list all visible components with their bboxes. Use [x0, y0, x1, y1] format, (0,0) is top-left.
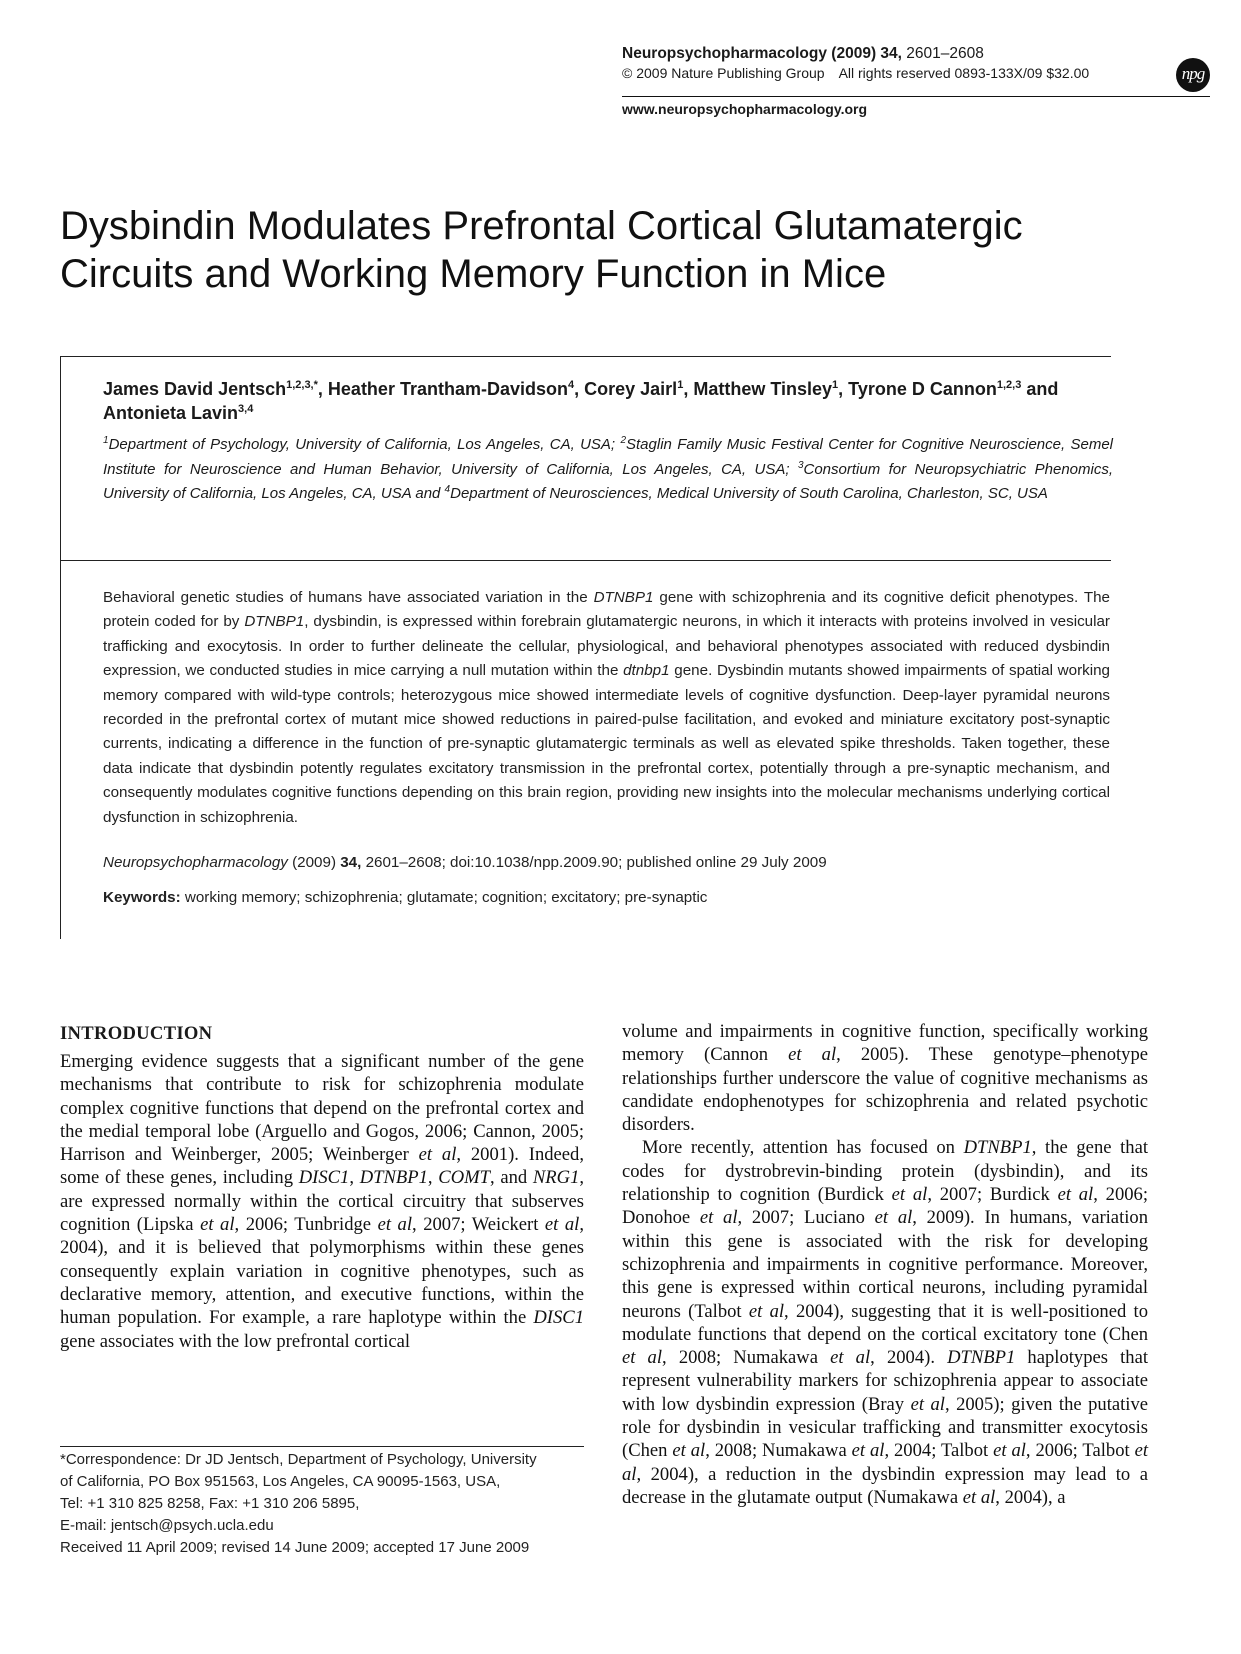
journal-name: Neuropsychopharmacology (2009) 34, [622, 45, 902, 62]
affiliation-text: Staglin Family Music Festival Center for Cognitive Neuroscience, Semel Institute for Neuroscience and Human Behavior, University of California, Los Angeles, CA, USA; [103, 436, 1113, 478]
italic-run: et al [993, 1440, 1026, 1462]
affiliation-marker: 2 [620, 435, 626, 446]
received-dates: Received 11 April 2009; revised 14 June 2009; accepted 17 June 2009 [60, 1539, 530, 1556]
italic-run: et al [748, 1300, 785, 1322]
header-divider [622, 96, 1210, 97]
author-box [60, 356, 1114, 561]
keywords [103, 887, 1110, 909]
italic-run: et al [851, 1440, 885, 1462]
author-name: Heather Trantham-Davidson [327, 379, 568, 399]
correspondence-footnote [60, 1449, 584, 1537]
abstract-box [60, 559, 1111, 939]
italic-run: et al [672, 1440, 706, 1462]
copyright-line [622, 64, 1202, 83]
author-name: Corey Jairl [584, 379, 678, 399]
author-affiliation-marker: 1 [677, 379, 684, 391]
affiliation-text: Consortium for Neuropsychiatric Phenomics, University of California, Los Angeles, CA, USA and [103, 460, 1114, 502]
copyright-text: © 2009 Nature Publishing Group [622, 65, 825, 81]
author-affiliation-marker: 3,4 [238, 403, 254, 415]
section-heading-introduction: INTRODUCTION [60, 1023, 213, 1044]
abstract-segment: , dysbindin, is expressed within forebrain glutamatergic neurons, in which it interacts with proteins involved in vesicular trafficking and exocytosis. In order to further delineate the cellular, physiological, and behavioral phenotypes associated with reduced dysbindin expression, we conducted studies in mice carrying a null mutation within the [103, 613, 1110, 680]
author-list: James David Jentsch$^{1,2,3,*}$, Heather Trantham-Davidson$^4$, Corey Jairl$^1$, Matthew Tinsley$^1$, Tyrone D Cannon$^{1,2,3}$ and Antonieta Lavin$^{3,4}$ [103, 379, 1059, 423]
italic-run: DTNBP1 [359, 1167, 428, 1189]
abstract-segment: Behavioral genetic studies of humans have associated variation in the [103, 589, 594, 606]
gene-name: dtnbp1 [623, 662, 670, 680]
italic-run: et al [544, 1214, 580, 1236]
npg-logo: npg [1176, 58, 1210, 92]
body-paragraph: Emerging evidence suggests that a significant number of the gene mechanisms that contribute to risk for schizophrenia modulate complex cognitive functions that depend on the prefrontal cortex and the medial temporal lobe (Arguello and Gogos, 2006; Cannon, 2005; Harrison and Weinberger, 2005; Weinberger et al, 2001). Indeed, some of these genes, including DISC1, DTNBP1, COMT, and NRG1, are expressed normally within the cortical circuitry that subserves cognition (Lipska et al, 2006; Tunbridge et al, 2007; Weickert et al, 2004), and it is believed that polymorphisms within these genes consequently explain variation in cognitive phenotypes, such as declarative memory, attention, and executive functions, within the human population. For example, a rare haplotype within the DISC1 gene associates with the low prefrontal cortical [60, 1051, 585, 1352]
affiliation-marker: 3 [797, 459, 804, 471]
body-paragraph: volume and impairments in cognitive function, specifically working memory (Cannon et al, 2005). These genotype–phenotype relationships further underscore the value of cognitive mechanisms as candidate endophenotypes for schizophrenia and related psychotic disorders. [622, 1021, 1149, 1136]
italic-run: NRG1 [532, 1167, 580, 1189]
italic-run: DISC1 [298, 1167, 350, 1189]
affiliation-text: Department of Neurosciences, Medical University of South Carolina, Charleston, SC, USA [450, 485, 1048, 502]
citation-year: (2009) [287, 854, 341, 871]
article-citation [103, 852, 1110, 874]
author-affiliation-marker: 1 [832, 379, 839, 391]
author-name: Tyrone D Cannon [848, 379, 997, 399]
abstract-segment: gene. Dysbindin mutants showed impairments of spatial working memory compared with wild-type controls; heterozygous mice showed intermediate levels of cognitive dysfunction. Deep-layer pyramidal neurons recorded in the prefrontal cortex of mutant mice showed reductions in paired-pulse facilitation, and evoked and miniature excitatory post-synaptic currents, indicating a difference in the function of pre-synaptic glutamatergic terminals as well as elevated spike thresholds. Taken together, these data indicate that dysbindin potently regulates excitatory transmission in the prefrontal cortex, potentially through a pre-synaptic mechanism, and consequently modulates cognitive functions depending on this brain region, providing new insights into the molecular mechanisms underlying cortical dysfunction in schizophrenia. [103, 662, 1110, 826]
italic-run: et al [418, 1144, 457, 1166]
footnote-line: *Correspondence: Dr JD Jentsch, Department of Psychology, University [60, 1451, 537, 1468]
keywords-label: Keywords: [103, 889, 181, 906]
footnote-email[interactable]: E-mail: jentsch@psych.ucla.edu [60, 1517, 274, 1534]
italic-run: DTNBP1 [947, 1347, 1016, 1369]
italic-run: et al [1057, 1184, 1094, 1206]
italic-run: et al [200, 1214, 235, 1236]
abstract-text [103, 586, 1110, 830]
affiliations [103, 433, 1113, 507]
footnote-line: Tel: +1 310 825 8258, Fax: +1 310 206 5895, [60, 1495, 360, 1512]
italic-run: et al [910, 1393, 945, 1415]
title-line-2: Circuits and Working Memory Function in Mice [60, 252, 887, 296]
italic-run: et al [622, 1440, 1149, 1485]
italic-run: et al [377, 1214, 413, 1236]
journal-pages: 2601–2608 [906, 45, 984, 62]
author-affiliation-marker: 1,2,3,* [286, 379, 318, 391]
affiliation-marker: 4 [444, 484, 451, 495]
journal-citation-line [622, 44, 1202, 64]
italic-run: et al [830, 1347, 871, 1369]
author-name: Matthew Tinsley [693, 379, 833, 399]
gene-name: DTNBP1 [244, 613, 305, 631]
body-paragraph: More recently, attention has focused on DTNBP1, the gene that codes for dystrobrevin-binding protein (dysbindin), and its relationship to cognition (Burdick et al, 2007; Burdick et al, 2006; Donohoe et al, 2007; Luciano et al, 2009). In humans, variation within this gene is associated with the risk for developing schizophrenia and impairments in cognitive performance. Moreover, this gene is expressed within cortical neurons, including pyramidal neurons (Talbot et al, 2004), suggesting that it is well-positioned to modulate functions that depend on the cortical excitatory tone (Chen et al, 2008; Numakawa et al, 2004). DTNBP1 haplotypes that represent vulnerability markers for schizophrenia appear to associate with low dysbindin expression (Bray et al, 2005); given the putative role for dysbindin in vesicular trafficking and transmitter exocytosis (Chen et al, 2008; Numakawa et al, 2004; Talbot et al, 2006; Talbot et al, 2004), a reduction in the dysbindin expression may lead to a decrease in the glutamate output (Numakawa et al, 2004), a [622, 1137, 1149, 1508]
affiliation-text: Department of Psychology, University of California, Los Angeles, CA, USA; [108, 436, 621, 453]
body-column-right [622, 1020, 1148, 1509]
italic-run: et al [874, 1207, 913, 1229]
keywords-text: working memory; schizophrenia; glutamate; cognition; excitatory; pre-synaptic [184, 889, 708, 906]
article-title [60, 202, 1160, 298]
italic-run: DTNBP1 [963, 1137, 1032, 1159]
footnote-line: of California, PO Box 951563, Los Angeles, CA 90095-1563, USA, [60, 1473, 501, 1490]
rights-text: All rights reserved 0893-133X/09 $32.00 [838, 65, 1090, 81]
author-affiliation-marker: 1,2,3 [996, 379, 1022, 391]
journal-header [622, 44, 1202, 83]
abstract-segment: gene with schizophrenia and its cognitive deficit phenotypes. The protein coded for by [103, 589, 1110, 631]
footnote-divider [60, 1446, 584, 1447]
affiliation-marker: 1 [103, 435, 109, 446]
citation-details: 2601–2608; doi:10.1038/npp.2009.90; published online 29 July 2009 [361, 854, 827, 871]
italic-run: et al [699, 1207, 738, 1229]
italic-run: et al [962, 1486, 996, 1508]
author-name: James David Jentsch [103, 379, 287, 399]
author-affiliation-marker: 4 [567, 379, 575, 391]
italic-run: et al [891, 1184, 928, 1206]
italic-run: DISC1 [533, 1307, 584, 1329]
body-column-left [60, 1050, 584, 1353]
citation-journal: Neuropsychopharmacology [103, 854, 288, 871]
italic-run: et al [788, 1044, 837, 1066]
italic-run: et al [622, 1347, 663, 1369]
gene-name: DTNBP1 [593, 589, 654, 606]
journal-website-link[interactable]: www.neuropsychopharmacology.org [622, 101, 868, 117]
author-name: Antonieta Lavin [103, 403, 239, 423]
title-line-1: Dysbindin Modulates Prefrontal Cortical Glutamatergic [60, 204, 1023, 248]
citation-volume: 34, [340, 854, 362, 871]
italic-run: COMT [438, 1167, 490, 1189]
